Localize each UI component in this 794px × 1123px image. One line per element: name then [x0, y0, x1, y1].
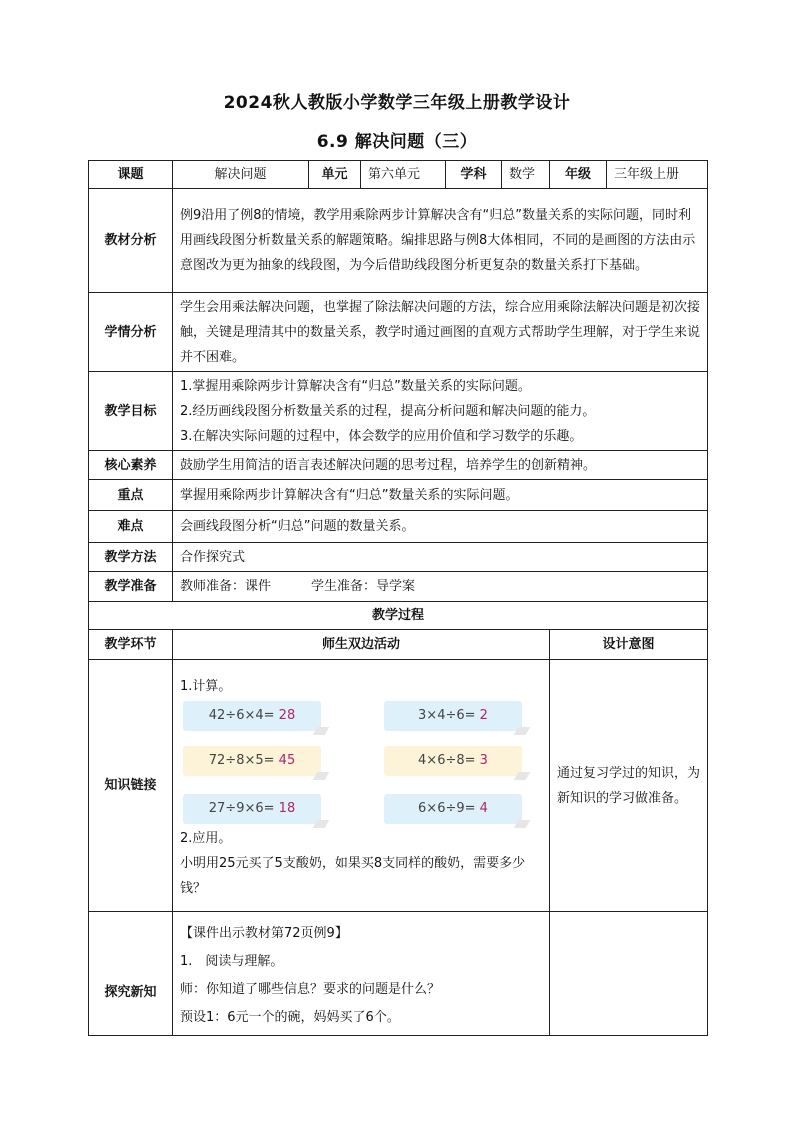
calc-card: 72÷8×5= 45: [183, 746, 321, 776]
unit-label: 单元: [309, 161, 361, 189]
subject-label: 学科: [446, 161, 502, 189]
student-label: 学情分析: [89, 293, 173, 372]
apply-text: 小明用25元买了5支酸奶，如果买8支同样的酸奶，需要多少钱？: [180, 855, 526, 896]
header-row: [89, 161, 708, 189]
process-heading: 教学过程: [89, 602, 708, 630]
material-label: 教材分析: [89, 189, 173, 293]
key-label: 重点: [89, 480, 173, 511]
apply-title: 2.应用。: [180, 830, 232, 846]
topic-label: 课题: [89, 161, 173, 189]
goal-item: 2.经历画线段图分析数量关系的过程，提高分析问题和解决问题的能力。: [180, 403, 596, 419]
hard-text: 会画线段图分析“归总”问题的数量关系。: [173, 511, 708, 543]
goal-label: 教学目标: [89, 372, 173, 451]
core-text: 鼓励学生用简洁的语言表述解决问题的思考过程，培养学生的创新精神。: [173, 451, 708, 480]
goal-row: [89, 372, 708, 451]
material-row: [89, 189, 708, 293]
explore-intent: [550, 912, 708, 1036]
unit-value: 第六单元: [361, 161, 446, 189]
key-row: [89, 480, 708, 511]
hard-label: 难点: [89, 511, 173, 543]
calc-card: 3×4÷6= 2: [384, 701, 522, 731]
calc-card: 4×6÷8= 3: [384, 746, 522, 776]
core-label: 核心素养: [89, 451, 173, 480]
col-stage: 教学环节: [89, 630, 173, 660]
method-row: [89, 543, 708, 572]
explore-line: 【课件出示教材第72页例9】: [180, 925, 348, 941]
link-row: [89, 660, 708, 912]
col-intent: 设计意图: [550, 630, 708, 660]
process-columns-row: [89, 630, 708, 660]
student-text: 学生会用乘法解决问题，也掌握了除法解决问题的方法，综合应用乘除法解决问题是初次接触，关键是理清其中的数量关系，教学时通过画图的直观方式帮助学生理解，对于学生来说并不困难。: [173, 293, 708, 372]
explore-line: 预设1：6元一个的碗，妈妈买了6个。: [180, 1009, 400, 1025]
calc-card: 6×6÷9= 4: [384, 794, 522, 824]
hard-row: [89, 511, 708, 543]
prep-teacher: 教师准备：课件: [180, 579, 272, 594]
calc-title: 1.计算。: [180, 678, 232, 694]
prep-text: [173, 572, 708, 602]
document-title: 2024秋人教版小学数学三年级上册教学设计: [223, 93, 571, 113]
calc-cards: [180, 701, 525, 826]
calc-card: 42÷6×4= 28: [183, 701, 321, 731]
method-text: 合作探究式: [173, 543, 708, 572]
prep-student: 学生准备：导学案: [311, 579, 416, 594]
col-activity: 师生双边活动: [173, 630, 550, 660]
subject-value: 数学: [502, 161, 550, 189]
prep-row: [89, 572, 708, 602]
process-heading-row: [89, 602, 708, 630]
explore-activity: [173, 912, 550, 1036]
student-row: [89, 293, 708, 372]
link-label: 知识链接: [89, 660, 173, 912]
goal-item: 1.掌握用乘除两步计算解决含有“归总”数量关系的实际问题。: [180, 378, 531, 394]
grade-value: 三年级上册: [607, 161, 708, 189]
link-activity: [173, 660, 550, 912]
lesson-title: 6.9 解决问题（三）: [316, 132, 478, 152]
explore-label: 探究新知: [89, 912, 173, 1036]
calc-card: 27÷9×6= 18: [183, 794, 321, 824]
goal-list: [173, 372, 708, 451]
material-text: 例9沿用了例8的情境，教学用乘除两步计算解决含有“归总”数量关系的实际问题，同时利用画线段图分析数量关系的解题策略。编排思路与例8大体相同，不同的是画图的方法由示意图改为更为抽象的线段图，为今后借助线段图分析更复杂的数量关系打下基础。: [173, 189, 708, 293]
core-row: [89, 451, 708, 480]
method-label: 教学方法: [89, 543, 173, 572]
topic-value: 解决问题: [173, 161, 309, 189]
lesson-plan-table: [88, 160, 708, 1036]
prep-label: 教学准备: [89, 572, 173, 602]
link-intent: 通过复习学过的知识，为新知识的学习做准备。: [550, 660, 708, 912]
explore-line: 师：你知道了哪些信息？要求的问题是什么？: [180, 981, 441, 997]
grade-label: 年级: [550, 161, 607, 189]
goal-item: 3.在解决实际问题的过程中，体会数学的应用价值和学习数学的乐趣。: [180, 428, 583, 444]
explore-line: 1. 阅读与理解。: [180, 953, 284, 969]
explore-row: [89, 912, 708, 1036]
key-text: 掌握用乘除两步计算解决含有“归总”数量关系的实际问题。: [173, 480, 708, 511]
